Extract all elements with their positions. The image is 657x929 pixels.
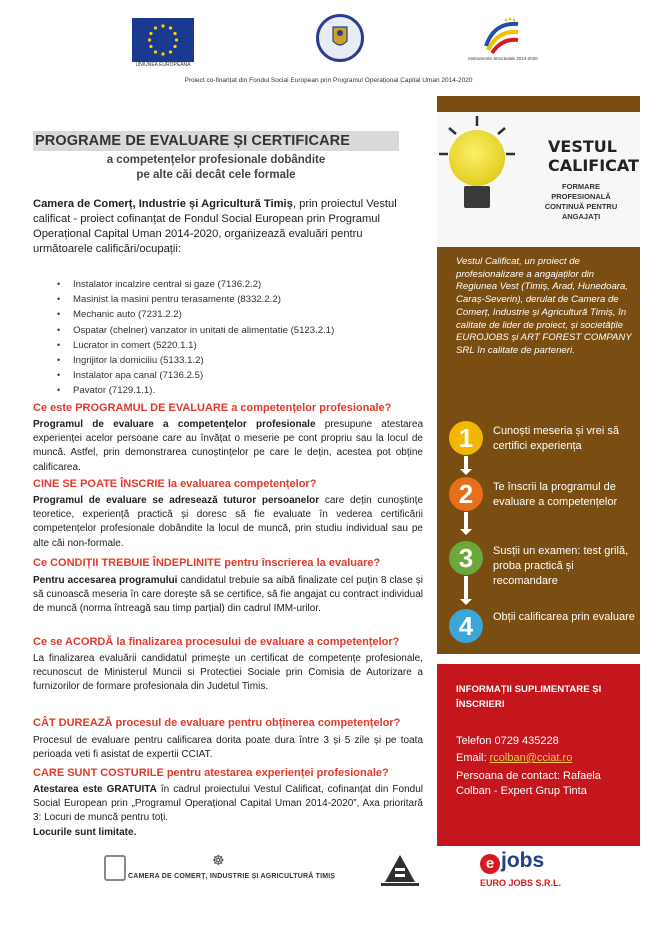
ccia-emblem-icon: ☸ <box>212 852 225 868</box>
list-item: • Ospatar (chelner) vanzator in unitati de alimentatie (5123.2.1) <box>57 323 387 338</box>
section-answer <box>33 494 423 551</box>
step-arrow-icon <box>464 576 468 600</box>
contact-phone: Telefon 0729 435228 <box>456 735 559 747</box>
section-question: CÂT DUREAZĂ procesul de evaluare pentru obținerea competențelor? <box>33 717 401 729</box>
eurojobs-e-logo: e <box>480 854 500 874</box>
vestul-subtitle: FORMARE PROFESIONALĂ CONTINUĂ PENTRU ANGAJAȚI <box>544 182 618 221</box>
vestul-title <box>548 137 639 175</box>
qualifications-list <box>57 277 387 399</box>
section-answer-text: La finalizarea evaluării candidatul primește un certificat de competențe profesionale, recunoscut de Ministerul Muncii si Protectiei Sociale prin Comisia de Autorizare a furnizorilor de formare profesionala din Judetul Timis. <box>33 653 423 693</box>
page-subtitle <box>33 153 399 183</box>
government-crest-logo <box>316 14 364 62</box>
list-item: • Masinist la masini pentru terasamente (8332.2.2) <box>57 292 387 307</box>
section-answer-bold: Atestarea este GRATUITA <box>33 784 157 795</box>
section-question: CARE SUNT COSTURILE pentru atestarea experienței profesionale? <box>33 767 389 779</box>
art-forest-logo <box>381 852 419 886</box>
step-2-text: Te înscrii la programul de evaluare a competențelor <box>493 481 618 508</box>
lightbulb-icon <box>449 130 505 186</box>
subtitle-line-1: a competențelor profesionale dobândite <box>106 154 326 166</box>
closing-note: Locurile sunt limitate. <box>33 827 137 838</box>
section-answer-bold: Pentru accesarea programului <box>33 575 178 586</box>
step-1-text: Cunoști meseria și vrei să certifici experiența <box>493 425 619 452</box>
vestul-title-line-2: CALIFICAT <box>548 156 639 175</box>
section-answer-text: Procesul de evaluare pentru calificarea dorita poate dura între 3 și 5 zile și pe toata perioada veti fi asistat de expertii CCIAT. <box>33 735 423 761</box>
subtitle-line-2: pe alte căi decât cele formale <box>136 169 296 181</box>
eu-flag-logo <box>132 18 194 62</box>
contact-email-link[interactable]: rcolban@cciat.ro <box>489 752 573 764</box>
project-description: Vestul Calificat, un proiect de profesionalizare a angajaților din Regiunea Vest (Timiș, Arad, Hunedoara, Caraș-Severin), derulat de Camera de Comerț, Industrie și Agricultură Timiș, în calitate de lider de proiect, și societățile EUROJOBS și ART FOREST COMPANY SRL în calitate de parteneri. <box>456 256 632 356</box>
section-answer-text: în cadrul proiectului Vestul Calificat, cofinanțat din Fondul Social European prin „Programul Operațional Capital Uman 2014-2020”, Axa prioritară 3: Locuri de muncă pentru toți. <box>33 784 423 824</box>
step-4-text: Obții calificarea prin evaluare <box>493 611 635 623</box>
contact-heading: INFORMAȚII SUPLIMENTARE ȘI ÎNSCRIERI <box>456 684 602 710</box>
section-answer-bold: Programul de evaluare se adresează tuturor persoanelor <box>33 495 320 506</box>
vestul-title-line-1: VESTUL <box>548 137 617 156</box>
eu-caption: UNIUNEA EUROPEANĂ <box>135 62 191 68</box>
step-3-text: Susții un examen: test grilă, proba practică și recomandare <box>493 545 629 587</box>
section-question: Ce se ACORDĂ la finalizarea procesului de evaluare a competențelor? <box>33 636 400 648</box>
step-1-circle: 1 <box>449 421 483 455</box>
list-item: • Instalator apa canal (7136.2.5) <box>57 368 387 383</box>
eurojobs-company-name: EURO JOBS S.R.L. <box>480 878 562 888</box>
list-item: • Lucrator in comert (5220.1.1) <box>57 338 387 353</box>
ccia-building-logo <box>104 855 126 881</box>
section-answer <box>33 574 423 617</box>
step-arrow-icon <box>464 456 468 470</box>
structural-instruments-logo <box>482 16 522 54</box>
list-item: • Pavator (7129.1.1). <box>57 383 387 398</box>
list-item: • Mechanic auto (7231.2.2) <box>57 307 387 322</box>
section-answer-bold: Programul de evaluare a competențelor profesionale <box>33 419 316 430</box>
section-answer <box>33 652 423 695</box>
step-3-circle: 3 <box>449 541 483 575</box>
intro-paragraph <box>33 197 413 257</box>
section-answer-text: candidatul trebuie sa aibă finalizate cel puțin 8 clase și să cunoască meseria în care dorește să se certifice, să fie angajat cu contract individual de muncă (norma întreagă sau timp parțial) din cadrul IMM-urilor. <box>33 575 423 615</box>
structural-instruments-caption: Instrumente Structurale 2014-2020 <box>468 56 538 61</box>
intro-text: , prin proiectul Vestul calificat - proiect cofinanțat de Fondul Social European prin Programul Operațional Capital Uman 2014-2020, organizează evaluări pentru următoarele calificări/ocupații: <box>33 198 397 255</box>
step-2-circle: 2 <box>449 477 483 511</box>
contact-email-label: Email: <box>456 752 490 764</box>
section-answer-text: care dețin cunoștințe teoretice, experiență practică și doresc să fie evaluate în vederea certificării competențelor profesionale dobândite la locul de muncă, prin studiu individual sau pe alte căi non-formale. <box>33 495 424 549</box>
ccia-name: CAMERA DE COMERȚ, INDUSTRIE ȘI AGRICULTURĂ TIMIȘ <box>128 873 336 880</box>
section-answer-text: presupune atestarea experienței acelor persoane care au învățat o meserie pe cont propriu sau la locul de muncă. Astfel, prin demonstrarea cunoștințelor pe care le dețin, acestea pot obține calificarea. <box>33 419 424 473</box>
list-item: • Ingrijitor la domiciliu (5133.1.2) <box>57 353 387 368</box>
section-answer <box>33 734 423 762</box>
contact-email-line <box>456 751 636 766</box>
contact-person: Persoana de contact: Rafaela Colban - Expert Grup Tinta <box>456 770 601 797</box>
list-item: • Instalator incalzire central si gaze (7136.2.2) <box>57 277 387 292</box>
lightbulb-base-icon <box>464 186 490 208</box>
section-question: Ce CONDIȚII TREBUIE ÎNDEPLINITE pentru înscrierea la evaluare? <box>33 557 381 569</box>
cofinancing-notice: Proiect co-finanțat din Fondul Social European prin Programul Operațional Capital Uman 2014-2020 <box>184 77 473 84</box>
section-question: Ce este PROGRAMUL DE EVALUARE a competențelor profesionale? <box>33 402 392 414</box>
page-title: PROGRAME DE EVALUARE ȘI CERTIFICARE <box>33 131 399 151</box>
section-answer <box>33 418 423 475</box>
section-answer <box>33 783 423 826</box>
step-arrow-icon <box>464 512 468 530</box>
step-4-circle: 4 <box>449 609 483 643</box>
intro-organization: Camera de Comerț, Industrie și Agricultură Timiș <box>33 198 293 210</box>
eurojobs-logo-text: jobs <box>501 849 545 872</box>
top-brown-band <box>437 96 640 112</box>
section-question: CINE SE POATE ÎNSCRIE la evaluarea competențelor? <box>33 478 317 490</box>
